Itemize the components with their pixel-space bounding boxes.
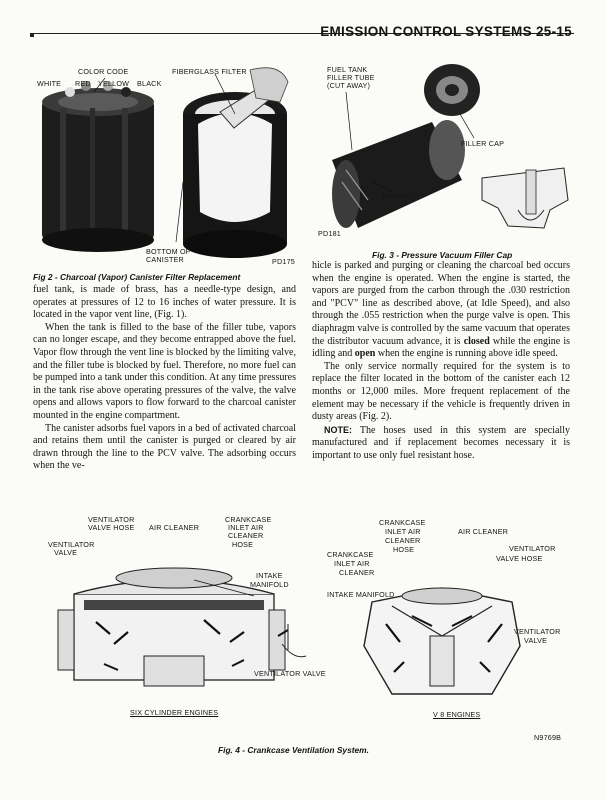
left-paragraph-2: When the tank is filled to the base of the filler tube, vapors can no longer escape, and they become entrapped above the fuel. Vapor flow through the vent line is blocked by the limiting valve, and the filler tube is blocked by fuel. Therefore, no more fuel can be pumped into a tank under this condition. At any time pressures in the tank rise above operating pressures of the valve, the valve opens and allows vapors to flow forward to the charcoal canister mounted in the engine compartment. xyxy=(33,321,296,421)
page-title: EMISSION CONTROL SYSTEMS 25-15 xyxy=(320,24,572,39)
label-ventilator-valve-left-2: VALVE xyxy=(54,548,78,557)
label-v8-engines: V 8 ENGINES xyxy=(433,710,481,719)
label-cut-away: (CUT AWAY) xyxy=(327,81,371,90)
label-r-ventilator-valve-2: VALVE xyxy=(524,636,548,645)
label-r-crankcase-2: INLET AIR xyxy=(385,527,421,536)
label-r-ventilator-hose-1: VENTILATOR xyxy=(509,544,556,553)
fig4-caption: Fig. 4 - Crankcase Ventilation System. xyxy=(218,745,369,755)
label-filler-cap: FILLER CAP xyxy=(461,139,505,148)
label-r-air-cleaner: AIR CLEANER xyxy=(458,527,509,536)
fig2-code: PD175 xyxy=(272,257,295,266)
left-paragraph-1: fuel tank, is made of brass, has a needle-type design, and operates at pressures of 12 to 16 inches of water pressure. It is located in the vapor vent line, (Fig. 1). xyxy=(33,284,296,321)
label-fiberglass-filter: FIBERGLASS FILTER xyxy=(172,67,247,76)
label-r-ventilator-hose-2: VALVE HOSE xyxy=(496,554,543,563)
label-filler-tube: FILLER TUBE xyxy=(327,73,375,82)
label-bottom-of: BOTTOM OF xyxy=(146,247,191,256)
label-yellow: YELLOW xyxy=(98,79,130,88)
label-color-code: COLOR CODE xyxy=(78,67,129,76)
label-crankcase-left-2: INLET AIR xyxy=(228,523,264,532)
label-r-crankcase-4: HOSE xyxy=(393,545,415,554)
label-canister: CANISTER xyxy=(146,255,184,264)
label-air-cleaner-left: AIR CLEANER xyxy=(149,523,200,532)
label-ventilator-valve-hose-2: VALVE HOSE xyxy=(88,523,135,532)
right-paragraph-1: hicle is parked and purging or cleaning the charcoal bed occurs when the engine is operated. When the engine is started, the vapors are purged from the carbon through the .030 restriction and "PCV" line as described above, (at Idle Speed), and also through the .055 restriction when the purge valve is open. This diaphragm valve is controlled by the same vacuum that operates the distributor vacuum advance, it is closed while the engine is idling and open when the engine is running above idle speed. xyxy=(312,260,570,360)
label-r-crankcase-b2: INLET AIR xyxy=(334,559,370,568)
fig2-caption: Fig 2 - Charcoal (Vapor) Canister Filter Replacement xyxy=(33,272,241,282)
left-column xyxy=(33,284,296,473)
open-emphasis: open xyxy=(354,348,376,360)
label-crankcase-left-1: CRANKCASE xyxy=(225,515,272,524)
label-ventilator-valve-left-1: VENTILATOR xyxy=(48,540,95,549)
label-black: BLACK xyxy=(137,79,162,88)
label-six-cylinder-engines: SIX CYLINDER ENGINES xyxy=(130,708,219,717)
fig2-canister-figure xyxy=(30,62,300,267)
label-r-crankcase-b3: CLEANER xyxy=(339,568,375,577)
note-paragraph: NOTE: The hoses used in this system are specially manufactured and if replacement becomes necessary it is important to use only fuel resistant hose. xyxy=(312,424,570,461)
label-r-intake-manifold: INTAKE MANIFOLD xyxy=(327,590,395,599)
label-intake-2: MANIFOLD xyxy=(250,580,289,589)
label-ventilator-valve-hose-1: VENTILATOR xyxy=(88,515,135,524)
right-paragraph-2: The only service normally required for the system is to replace the filter located in the bottom of the canister each 12 months or 12,000 miles. More frequent replacement of the element may be necessary if the vehicle is frequently driven in dusty areas (Fig. 2). xyxy=(312,360,570,423)
label-fuel-tank: FUEL TANK xyxy=(327,65,368,74)
fig3-code: PD181 xyxy=(318,229,341,238)
fig4-code: N9769B xyxy=(534,733,562,742)
label-white: WHITE xyxy=(37,79,62,88)
note-label: NOTE: xyxy=(324,424,352,435)
label-r-crankcase-1: CRANKCASE xyxy=(379,518,426,527)
fig3-caption: Fig. 3 - Pressure Vacuum Filler Cap xyxy=(372,250,513,260)
label-r-crankcase-3: CLEANER xyxy=(385,536,421,545)
closed-emphasis: closed xyxy=(463,335,490,347)
label-ventilator-valve-bottom: VENTILATOR VALVE xyxy=(254,669,326,678)
right-column xyxy=(312,260,570,463)
label-red: RED xyxy=(75,79,91,88)
left-paragraph-3: The canister adsorbs fuel vapors in a bed of activated charcoal and retains them until the canister is purged or cleared by air drawn through the line to the PCV valve. The adsorbing occurs when the ve- xyxy=(33,422,296,472)
canister-illustration xyxy=(30,62,300,267)
label-baffle: BAFFLE xyxy=(382,192,411,201)
label-intake-1: INTAKE xyxy=(256,571,283,580)
label-crankcase-left-3: CLEANER xyxy=(228,531,264,540)
label-r-ventilator-valve-1: VENTILATOR xyxy=(514,627,561,636)
label-r-crankcase-b1: CRANKCASE xyxy=(327,550,374,559)
label-crankcase-left-4: HOSE xyxy=(232,540,254,549)
